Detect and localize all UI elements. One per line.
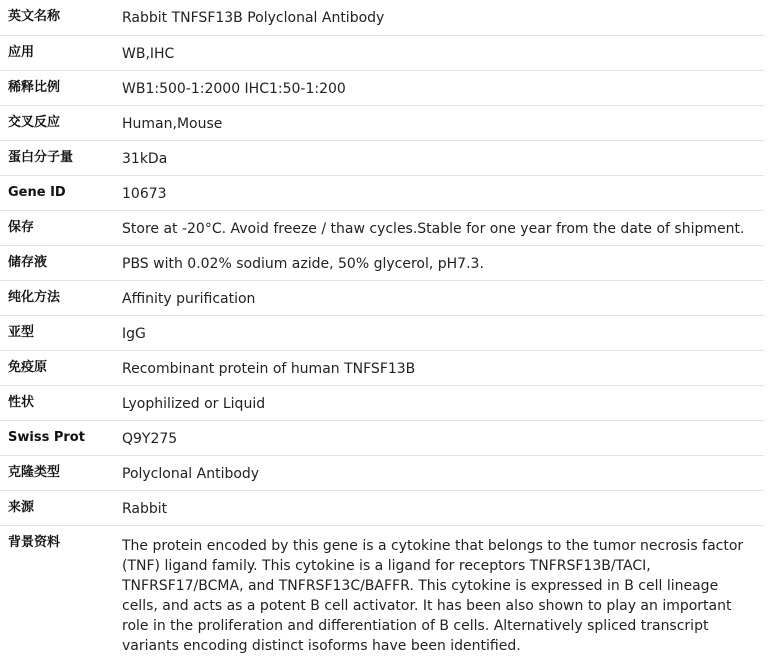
spec-row-dilution: [0, 70, 764, 105]
spec-label: Swiss Prot: [0, 420, 114, 455]
spec-label: 亚型: [0, 315, 114, 350]
spec-row-host: [0, 490, 764, 525]
spec-label: 英文名称: [0, 0, 114, 35]
spec-value: IgG: [114, 315, 764, 350]
spec-label: 性状: [0, 385, 114, 420]
spec-row-clonality: [0, 455, 764, 490]
spec-row-storage: [0, 210, 764, 245]
spec-label: 交叉反应: [0, 105, 114, 140]
spec-value: 10673: [114, 175, 764, 210]
spec-row-buffer: [0, 245, 764, 280]
spec-row-isotype: [0, 315, 764, 350]
spec-value: Store at -20°C. Avoid freeze / thaw cycles.Stable for one year from the date of shipment.: [114, 210, 764, 245]
spec-label: 纯化方法: [0, 280, 114, 315]
spec-row-application: [0, 35, 764, 70]
spec-row-immunogen: [0, 350, 764, 385]
spec-label: 蛋白分子量: [0, 140, 114, 175]
spec-row-swiss-prot: [0, 420, 764, 455]
spec-label: 保存: [0, 210, 114, 245]
spec-description: The protein encoded by this gene is a cytokine that belongs to the tumor necrosis factor (TNF) ligand family. This cytokine is a ligand for receptors TNFRSF13B/TACI, TNFRSF17/BCMA, and TNFRSF13C/BAFFR. This cytokine is expressed in B cell lineage cells, and acts as a potent B cell activator. It has been also shown to play an important role in the proliferation and differentiation of B cells. Alternatively spliced transcript variants encoding distinct isoforms have been identified.: [122, 537, 744, 654]
spec-label: 背景资料: [0, 525, 114, 656]
spec-label: Gene ID: [0, 175, 114, 210]
spec-label: 应用: [0, 35, 114, 70]
spec-label: 来源: [0, 490, 114, 525]
spec-value: Polyclonal Antibody: [114, 455, 764, 490]
spec-value: WB,IHC: [114, 35, 764, 70]
spec-value: Recombinant protein of human TNFSF13B: [114, 350, 764, 385]
spec-row-form: [0, 385, 764, 420]
spec-label: 免疫原: [0, 350, 114, 385]
spec-value: Affinity purification: [114, 280, 764, 315]
spec-row-gene-id: [0, 175, 764, 210]
spec-value: Q9Y275: [114, 420, 764, 455]
spec-label: 克隆类型: [0, 455, 114, 490]
spec-row-cross-reactivity: [0, 105, 764, 140]
spec-value: PBS with 0.02% sodium azide, 50% glycerol, pH7.3.: [114, 245, 764, 280]
spec-value: Rabbit TNFSF13B Polyclonal Antibody: [114, 0, 764, 35]
spec-row-purification: [0, 280, 764, 315]
spec-value: 31kDa: [114, 140, 764, 175]
spec-label: 稀释比例: [0, 70, 114, 105]
spec-row-english-name: [0, 0, 764, 35]
spec-value: Rabbit: [114, 490, 764, 525]
spec-row-molecular-weight: [0, 140, 764, 175]
spec-value: WB1:500-1:2000 IHC1:50-1:200: [114, 70, 764, 105]
spec-row-background: [0, 525, 764, 656]
spec-value: Human,Mouse: [114, 105, 764, 140]
spec-value: Lyophilized or Liquid: [114, 385, 764, 420]
spec-label: 储存液: [0, 245, 114, 280]
